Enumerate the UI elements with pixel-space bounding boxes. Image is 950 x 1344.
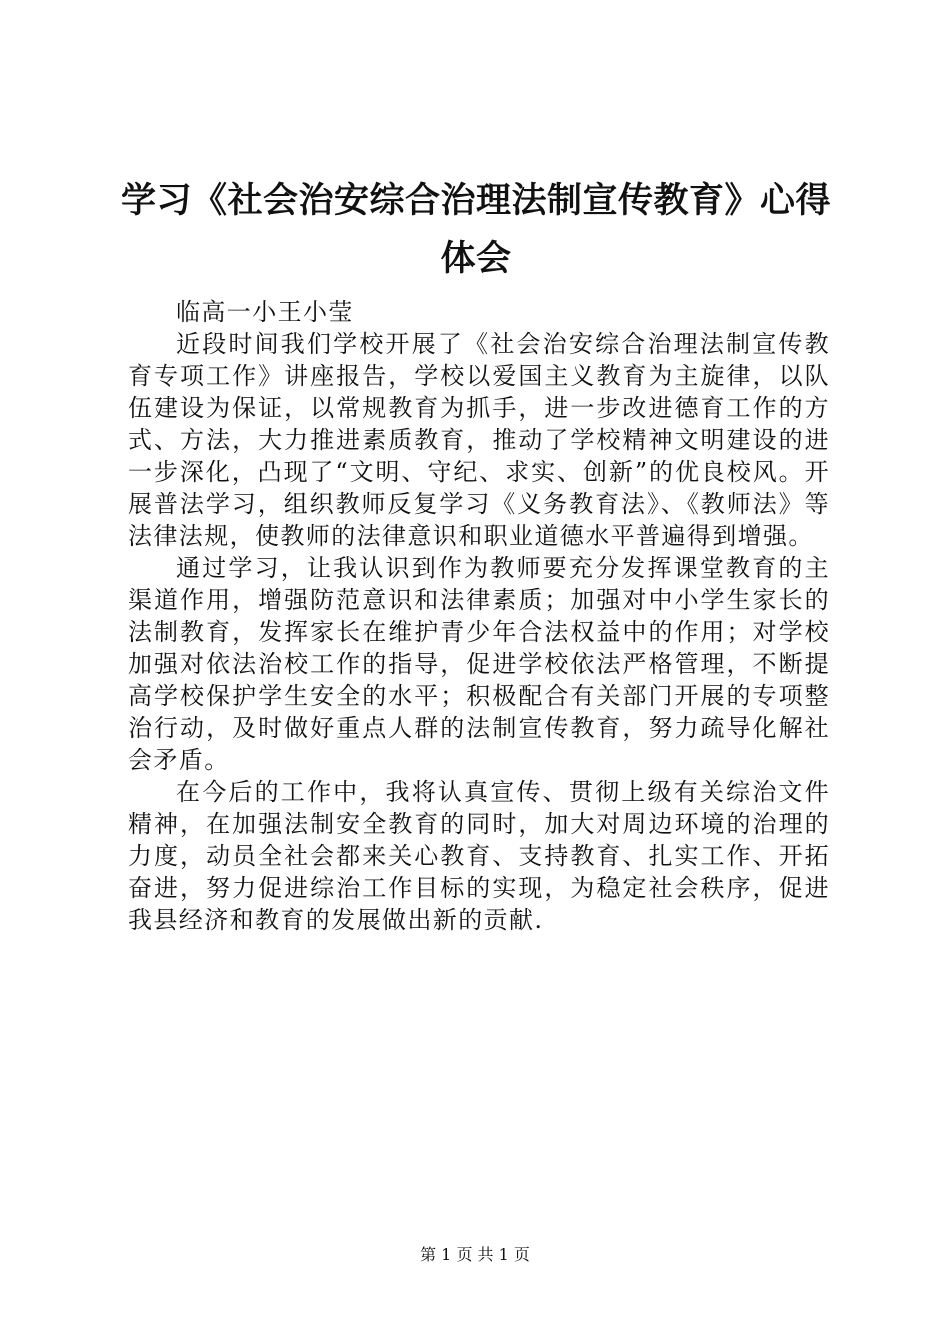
paragraph-1: 近段时间我们学校开展了《社会治安综合治理法制宣传教育专项工作》讲座报告，学校以爱国主义教育为主旋律，以队伍建设为保证，以常规教育为抓手，进一步改进德育工作的方式、方法，大力推进素质教育，推动了学校精神文明建设的进一步深化，凸现了“文明、守纪、求实、创新”的优良校风。开展普法学习，组织教师反复学习《义务教育法》、《教师法》等法律法规，使教师的法律意识和职业道德水平普遍得到增强。 bbox=[128, 330, 830, 550]
paragraph-2: 通过学习，让我认识到作为教师要充分发挥课堂教育的主渠道作用，增强防范意识和法律素质；加强对中小学生家长的法制教育，发挥家长在维护青少年合法权益中的作用；对学校加强对依法治校工作的指导，促进学校依法严格管理，不断提高学校保护学生安全的水平；积极配合有关部门开展的专项整治行动，及时做好重点人群的法制宣传教育，努力疏导化解社会矛盾。 bbox=[128, 554, 830, 774]
document-body bbox=[128, 296, 830, 936]
paragraph-3: 在今后的工作中，我将认真宣传、贯彻上级有关综治文件精神，在加强法制安全教育的同时，加大对周边环境的治理的力度，动员全社会都来关心教育、支持教育、扎实工作、开拓奋进，努力促进综治工作目标的实现，为稳定社会秩序，促进我县经济和教育的发展做出新的贡献. bbox=[128, 778, 830, 934]
page-number-footer: 第 1 页 共 1 页 bbox=[420, 1245, 530, 1264]
author-line: 临高一小王小莹 bbox=[176, 298, 354, 326]
document-title: 学习《社会治安综合治理法制宣传教育》心得体会 bbox=[120, 181, 831, 279]
